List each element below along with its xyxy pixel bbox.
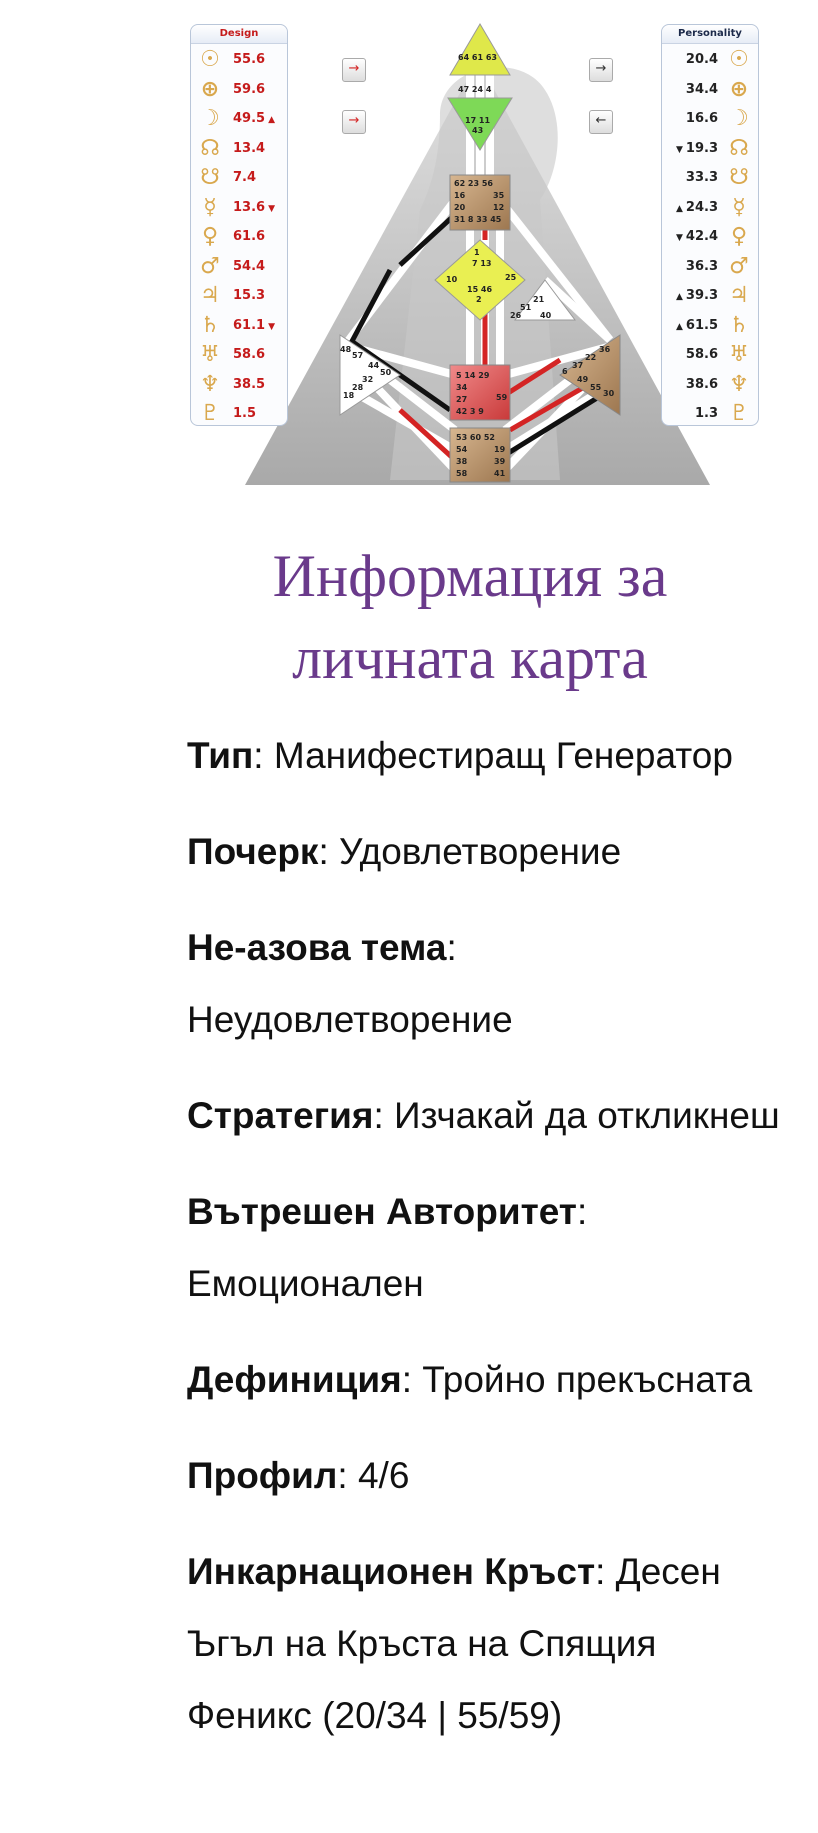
svg-text:49: 49 — [577, 375, 589, 384]
chart-info-list — [187, 720, 787, 1776]
svg-text:40: 40 — [540, 311, 552, 320]
planet-value-wrap — [676, 229, 718, 244]
personality-arrow-button-top[interactable]: → — [589, 58, 613, 82]
svg-text:36: 36 — [599, 345, 611, 354]
venus-icon: ♀ — [201, 224, 219, 249]
info-field — [187, 912, 787, 1056]
planet-value: 58.6 — [233, 347, 266, 362]
planet-row — [668, 106, 752, 132]
planet-value: 1.3 — [694, 406, 718, 421]
planet-row — [197, 165, 281, 191]
svg-text:59: 59 — [496, 393, 508, 402]
planet-row — [668, 136, 752, 162]
svg-text:7 13: 7 13 — [472, 259, 492, 268]
design-panel-title: Design — [191, 25, 287, 44]
info-field-separator: : — [446, 927, 457, 968]
planet-value-wrap — [695, 406, 718, 421]
planet-value-wrap — [686, 170, 718, 185]
page-title: Информация за личната карта — [272, 543, 668, 691]
planet-arrow: ▼ — [268, 321, 275, 332]
design-arrow-button-top[interactable]: → — [342, 58, 366, 82]
planet-row — [668, 283, 752, 309]
planet-value-wrap — [686, 259, 718, 274]
planet-value: 61.1 — [233, 317, 266, 333]
info-field-label: Почерк — [187, 831, 319, 872]
svg-text:6: 6 — [562, 367, 568, 376]
info-field-value: Удовлетворение — [339, 831, 622, 872]
jupiter-icon: ♃ — [200, 283, 220, 308]
planet-arrow: ▲ — [268, 115, 275, 125]
planet-arrow: ▲ — [676, 321, 683, 332]
saturn-icon: ♄ — [200, 312, 220, 338]
planet-value-wrap — [676, 318, 718, 333]
moon-icon: ☽ — [729, 106, 749, 131]
svg-text:38: 38 — [456, 457, 468, 466]
planet-value-wrap — [233, 259, 265, 274]
planet-arrow: ▲ — [676, 292, 683, 302]
planet-arrow: ▼ — [676, 144, 683, 155]
planet-row — [668, 372, 752, 398]
svg-text:25: 25 — [505, 273, 517, 282]
info-field-separator: : — [373, 1095, 395, 1136]
planet-value: 24.3 — [685, 199, 718, 215]
planet-value-wrap — [676, 141, 718, 156]
design-arrow-button-bottom[interactable]: → — [342, 110, 366, 134]
planet-value: 61.6 — [233, 229, 266, 244]
info-field-value: 4/6 — [357, 1455, 410, 1496]
planet-row — [668, 195, 752, 221]
planet-row — [197, 372, 281, 398]
south-node-icon: ☋ — [200, 165, 220, 190]
personality-panel — [661, 24, 759, 426]
planet-row — [668, 342, 752, 368]
planet-value-wrap — [676, 288, 718, 303]
svg-text:42 3 9: 42 3 9 — [456, 407, 484, 416]
planet-row — [197, 342, 281, 368]
mercury-icon: ☿ — [203, 194, 217, 220]
info-field — [187, 1344, 787, 1416]
info-field — [187, 720, 787, 792]
planet-value: 34.4 — [685, 81, 718, 97]
info-field-separator: : — [401, 1359, 423, 1400]
info-field-label: Дефиниция — [187, 1359, 402, 1400]
planet-value-wrap — [233, 82, 265, 97]
svg-text:35: 35 — [493, 191, 505, 200]
north-node-icon: ☊ — [200, 135, 220, 161]
info-field-separator: : — [318, 831, 340, 872]
svg-text:17 11: 17 11 — [465, 116, 491, 125]
planet-value-wrap — [233, 229, 265, 244]
planet-value: 38.6 — [685, 376, 718, 392]
sun-icon: ☉ — [200, 47, 220, 72]
svg-text:34: 34 — [456, 383, 468, 392]
svg-text:47 24 4: 47 24 4 — [458, 85, 492, 94]
svg-text:51: 51 — [520, 303, 532, 312]
svg-text:55: 55 — [590, 383, 602, 392]
info-field-value: Изчакай да откликнеш — [394, 1095, 780, 1136]
neptune-icon: ♆ — [200, 371, 220, 397]
planet-row — [197, 283, 281, 309]
planet-row — [197, 254, 281, 280]
planet-value: 61.5 — [685, 317, 718, 333]
planet-value-wrap — [686, 111, 718, 126]
info-field — [187, 816, 787, 888]
svg-text:57: 57 — [352, 351, 364, 360]
planet-row — [197, 106, 281, 132]
earth-icon: ⊕ — [729, 76, 749, 102]
info-field-value: Тройно прекъсната — [422, 1359, 753, 1400]
planet-value: 19.3 — [685, 140, 718, 156]
planet-row — [197, 313, 281, 339]
svg-text:15 46: 15 46 — [467, 285, 493, 294]
info-field — [187, 1440, 787, 1512]
svg-text:48: 48 — [340, 345, 352, 354]
svg-text:28: 28 — [352, 383, 364, 392]
svg-text:58: 58 — [456, 469, 468, 478]
planet-value: 55.6 — [233, 52, 266, 67]
planet-row — [197, 77, 281, 103]
planet-row — [197, 47, 281, 73]
planet-row — [197, 195, 281, 221]
north-node-icon: ☊ — [729, 135, 749, 161]
info-field-label: Профил — [187, 1455, 338, 1496]
saturn-icon: ♄ — [729, 312, 749, 338]
svg-text:16: 16 — [454, 191, 466, 200]
head-center — [450, 24, 510, 75]
planet-value-wrap — [233, 52, 265, 67]
planet-value: 39.3 — [685, 288, 718, 303]
planet-value: 13.4 — [233, 140, 266, 156]
planet-value: 15.3 — [233, 288, 266, 303]
planet-value-wrap — [233, 200, 275, 215]
planet-value-wrap — [686, 377, 718, 392]
info-field — [187, 1176, 787, 1320]
planet-row — [197, 401, 281, 427]
planet-value-wrap — [233, 318, 275, 333]
uranus-icon: ♅ — [200, 342, 220, 367]
south-node-icon: ☋ — [729, 165, 749, 190]
svg-text:54: 54 — [456, 445, 468, 454]
svg-text:12: 12 — [493, 203, 505, 212]
planet-value-wrap — [233, 170, 256, 185]
planet-value: 38.5 — [233, 376, 266, 392]
planet-value: 42.4 — [685, 229, 718, 244]
svg-text:50: 50 — [380, 368, 392, 377]
svg-text:1: 1 — [474, 248, 480, 257]
planet-value: 7.4 — [233, 170, 257, 185]
planet-row — [668, 224, 752, 250]
svg-text:64 61 63: 64 61 63 — [458, 53, 497, 62]
planet-value: 1.5 — [233, 406, 257, 421]
planet-value-wrap — [233, 111, 275, 126]
planet-value-wrap — [233, 347, 265, 362]
info-field-separator: : — [576, 1191, 588, 1232]
planet-row — [668, 165, 752, 191]
info-field-separator: : — [595, 1551, 616, 1592]
mercury-icon: ☿ — [732, 194, 746, 220]
moon-icon: ☽ — [200, 106, 220, 131]
planet-value: 36.3 — [685, 258, 718, 274]
planet-arrow: ▼ — [268, 203, 275, 214]
svg-text:30: 30 — [603, 389, 615, 398]
personality-arrow-button-bottom[interactable]: ← — [589, 110, 613, 134]
planet-arrow: ▼ — [676, 233, 683, 243]
svg-text:37: 37 — [572, 361, 584, 370]
svg-text:20: 20 — [454, 203, 466, 212]
pluto-icon: ♇ — [729, 401, 749, 426]
info-field-label: Стратегия — [187, 1095, 374, 1136]
info-field-value: Неудовлетворение — [187, 999, 513, 1040]
svg-text:2: 2 — [476, 295, 482, 304]
svg-text:19: 19 — [494, 445, 506, 454]
planet-value-wrap — [686, 347, 718, 362]
planet-row — [668, 77, 752, 103]
planet-row — [668, 313, 752, 339]
info-field-value: Манифестиращ Генератор — [273, 735, 733, 776]
svg-text:21: 21 — [533, 295, 545, 304]
planet-row — [668, 47, 752, 73]
info-field-separator: : — [337, 1455, 358, 1496]
info-field-label: Инкарнационен Кръст — [187, 1551, 596, 1592]
info-field-value: Десен Ъгъл на Кръста на Спящия Феникс (20/34 | 55/59) — [187, 1551, 721, 1736]
personality-panel-title: Personality — [662, 25, 758, 44]
planet-value: 49.5 — [233, 111, 266, 126]
planet-value: 58.6 — [685, 347, 718, 362]
svg-text:31 8 33 45: 31 8 33 45 — [454, 215, 502, 224]
uranus-icon: ♅ — [729, 342, 749, 367]
svg-text:10: 10 — [446, 275, 458, 284]
planet-value-wrap — [686, 82, 718, 97]
pluto-icon: ♇ — [200, 401, 220, 426]
planet-value: 33.3 — [685, 170, 718, 185]
planet-row — [197, 224, 281, 250]
planet-row — [668, 401, 752, 427]
planet-value-wrap — [233, 141, 265, 156]
info-field — [187, 1536, 787, 1752]
planet-value-wrap — [233, 377, 265, 392]
info-field-label: Тип — [187, 735, 254, 776]
svg-text:41: 41 — [494, 469, 506, 478]
jupiter-icon: ♃ — [729, 283, 749, 308]
info-field-value: Емоционален — [187, 1263, 424, 1304]
sun-icon: ☉ — [729, 47, 749, 72]
earth-icon: ⊕ — [200, 76, 220, 102]
info-field-separator: : — [253, 735, 274, 776]
planet-row — [197, 136, 281, 162]
svg-text:62 23 56: 62 23 56 — [454, 179, 493, 188]
svg-text:18: 18 — [343, 391, 355, 400]
svg-text:22: 22 — [585, 353, 597, 362]
planet-value-wrap — [233, 288, 265, 303]
mars-icon: ♂ — [729, 253, 749, 279]
svg-text:43: 43 — [472, 126, 484, 135]
planet-value: 16.6 — [685, 111, 718, 126]
planet-value-wrap — [686, 52, 718, 67]
svg-text:27: 27 — [456, 395, 468, 404]
info-field — [187, 1080, 787, 1152]
mars-icon: ♂ — [200, 253, 220, 279]
planet-row — [668, 254, 752, 280]
planet-value: 59.6 — [233, 81, 266, 97]
planet-value: 20.4 — [685, 52, 718, 67]
svg-text:5 14 29: 5 14 29 — [456, 371, 490, 380]
planet-arrow: ▲ — [676, 203, 683, 214]
planet-value-wrap — [233, 406, 256, 421]
svg-text:26: 26 — [510, 311, 522, 320]
info-field-label: Вътрешен Авторитет — [187, 1191, 577, 1232]
venus-icon: ♀ — [730, 224, 748, 249]
svg-text:39: 39 — [494, 457, 506, 466]
neptune-icon: ♆ — [729, 371, 749, 397]
planet-value-wrap — [676, 200, 718, 215]
svg-text:32: 32 — [362, 375, 374, 384]
info-field-label: Не-азова тема — [187, 927, 447, 968]
planet-value: 54.4 — [233, 258, 266, 274]
svg-text:53 60 52: 53 60 52 — [456, 433, 495, 442]
design-panel — [190, 24, 288, 426]
planet-value: 13.6 — [233, 199, 266, 215]
svg-text:44: 44 — [368, 361, 380, 370]
